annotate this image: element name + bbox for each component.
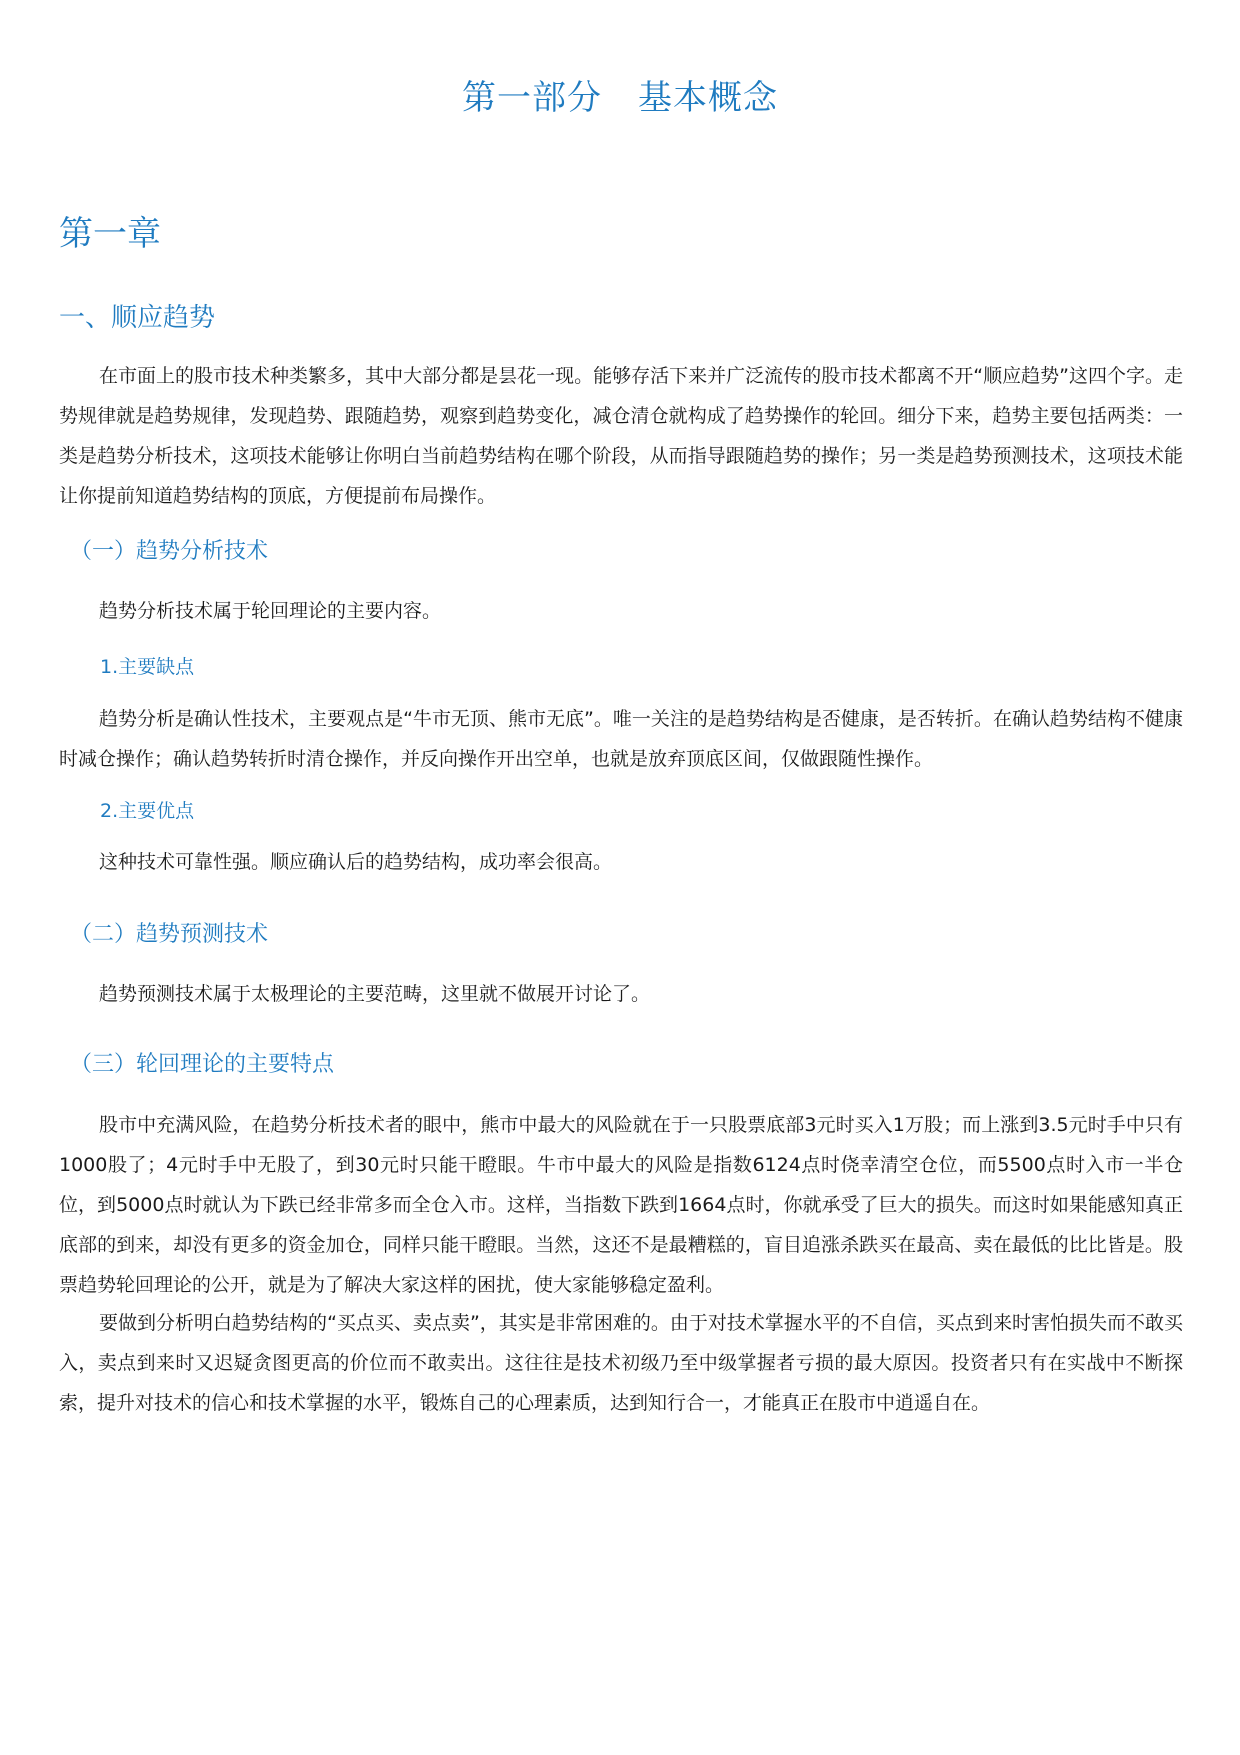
cycle-theory-paragraph-1: 股市中充满风险，在趋势分析技术者的眼中，熊市中最大的风险就在于一只股票底部3元时买入1万股；而上涨到3.5元时手中只有1000股了；4元时手中无股了，到30元时只能干瞪眼。牛市中最大的风险是指数6124点时侥幸清空仓位，而5500点时入市一半仓位，到5000点时就认为下跌已经非常多而全仓入市。这样，当指数下跌到1664点时，你就承受了巨大的损失。而这时如果能感知真正底部的到来，却没有更多的资金加仓，同样只能干瞪眼。当然，这还不是最糟糕的，盲目追涨杀跌买在最高、卖在最低的比比皆是。股票趋势轮回理论的公开，就是为了解决大家这样的困扰，使大家能够稳定盈利。 [59, 1114, 1183, 1296]
trend-analysis-intro: 趋势分析技术属于轮回理论的主要内容。 [99, 600, 442, 622]
cycle-theory-paragraph-2: 要做到分析明白趋势结构的“买点买、卖点卖”，其实是非常困难的。由于对技术掌握水平的不自信，买点到来时害怕损失而不敢买入，卖点到来时又迟疑贪图更高的价位而不敢卖出。这往往是技术初级乃至中级掌握者亏损的最大原因。投资者只有在实战中不断探索，提升对技术的信心和技术掌握的水平，锻炼自己的心理素质，达到知行合一，才能真正在股市中逍遥自在。 [59, 1312, 1183, 1414]
section-heading-follow-trend: 一、顺应趋势 [59, 303, 216, 333]
disadvantages-paragraph: 趋势分析是确认性技术，主要观点是“牛市无顶、熊市无底”。唯一关注的是趋势结构是否健康，是否转折。在确认趋势结构不健康时减仓操作；确认趋势转折时清仓操作，并反向操作开出空单，也就是放弃顶底区间，仅做跟随性操作。 [59, 708, 1183, 770]
part-title-name: 基本概念 [638, 78, 778, 118]
subsection-heading-trend-prediction: （二）趋势预测技术 [70, 922, 269, 947]
part-title [0, 70, 1240, 119]
advantages-paragraph: 这种技术可靠性强。顺应确认后的趋势结构，成功率会很高。 [99, 851, 613, 873]
point-heading-disadvantages: 1.主要缺点 [100, 656, 195, 678]
point-heading-advantages: 2.主要优点 [100, 800, 195, 822]
trend-prediction-paragraph: 趋势预测技术属于太极理论的主要范畴，这里就不做展开讨论了。 [99, 983, 651, 1005]
part-title-label: 第一部分 [462, 78, 602, 118]
subsection-heading-trend-analysis: （一）趋势分析技术 [70, 539, 269, 564]
chapter-heading: 第一章 [59, 214, 161, 254]
section-intro-paragraph: 在市面上的股市技术种类繁多，其中大部分都是昙花一现。能够存活下来并广泛流传的股市技术都离不开“顺应趋势”这四个字。走势规律就是趋势规律，发现趋势、跟随趋势，观察到趋势变化，减仓清仓就构成了趋势操作的轮回。细分下来，趋势主要包括两类：一类是趋势分析技术，这项技术能够让你明白当前趋势结构在哪个阶段，从而指导跟随趋势的操作；另一类是趋势预测技术，这项技术能让你提前知道趋势结构的顶底，方便提前布局操作。 [59, 365, 1183, 507]
subsection-heading-cycle-theory: （三）轮回理论的主要特点 [70, 1052, 335, 1077]
